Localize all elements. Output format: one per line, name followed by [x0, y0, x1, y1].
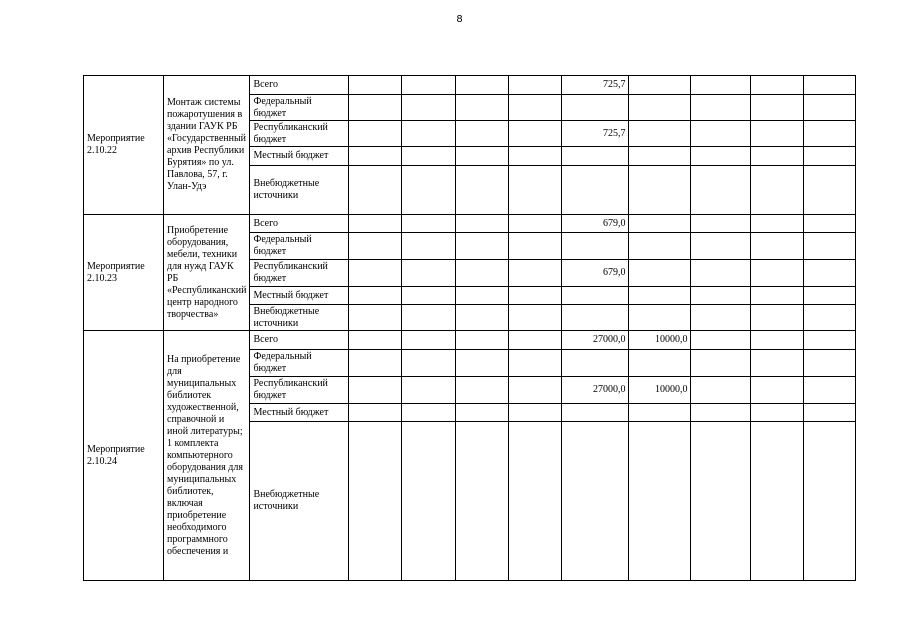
- budget-table: [83, 75, 856, 581]
- amount-cell: 27000,0: [562, 331, 629, 350]
- funding-source-cell: Всего: [250, 331, 349, 350]
- amount-cell: [629, 166, 691, 215]
- amount-cell: [562, 233, 629, 260]
- empty-cell: [509, 147, 562, 166]
- empty-cell: [691, 404, 751, 422]
- empty-cell: [456, 404, 509, 422]
- empty-cell: [456, 331, 509, 350]
- empty-cell: [751, 215, 804, 233]
- empty-cell: [804, 404, 856, 422]
- funding-source-cell: Республиканский бюджет: [250, 377, 349, 404]
- empty-cell: [349, 215, 402, 233]
- funding-source-cell: Местный бюджет: [250, 287, 349, 305]
- page-number: 8: [456, 14, 463, 25]
- empty-cell: [804, 121, 856, 147]
- amount-cell: [562, 95, 629, 121]
- empty-cell: [691, 422, 751, 581]
- funding-source-cell: Внебюджетные источники: [250, 166, 349, 215]
- event-id-cell: Мероприятие 2.10.22: [84, 76, 164, 215]
- empty-cell: [751, 331, 804, 350]
- empty-cell: [751, 377, 804, 404]
- empty-cell: [456, 121, 509, 147]
- empty-cell: [691, 147, 751, 166]
- empty-cell: [402, 422, 456, 581]
- empty-cell: [402, 76, 456, 95]
- empty-cell: [402, 377, 456, 404]
- empty-cell: [751, 233, 804, 260]
- empty-cell: [509, 404, 562, 422]
- amount-cell: 725,7: [562, 76, 629, 95]
- empty-cell: [456, 305, 509, 331]
- amount-cell: [562, 166, 629, 215]
- funding-source-cell: Внебюджетные источники: [250, 305, 349, 331]
- empty-cell: [456, 166, 509, 215]
- amount-cell: [562, 404, 629, 422]
- amount-cell: [629, 215, 691, 233]
- empty-cell: [402, 147, 456, 166]
- event-description-cell: Приобретение оборудования, мебели, техники для нужд ГАУК РБ «Республиканский центр народного творчества»: [164, 215, 250, 331]
- empty-cell: [804, 76, 856, 95]
- empty-cell: [349, 331, 402, 350]
- empty-cell: [509, 233, 562, 260]
- empty-cell: [804, 215, 856, 233]
- amount-cell: [629, 76, 691, 95]
- empty-cell: [804, 287, 856, 305]
- empty-cell: [751, 287, 804, 305]
- amount-cell: [629, 260, 691, 287]
- empty-cell: [349, 147, 402, 166]
- table-row: [84, 331, 856, 350]
- empty-cell: [751, 350, 804, 377]
- empty-cell: [402, 260, 456, 287]
- empty-cell: [349, 377, 402, 404]
- empty-cell: [349, 233, 402, 260]
- amount-cell: [562, 287, 629, 305]
- empty-cell: [402, 166, 456, 215]
- empty-cell: [691, 215, 751, 233]
- empty-cell: [402, 287, 456, 305]
- empty-cell: [804, 422, 856, 581]
- table-row: [84, 76, 856, 95]
- empty-cell: [349, 350, 402, 377]
- empty-cell: [804, 350, 856, 377]
- funding-source-cell: Федеральный бюджет: [250, 233, 349, 260]
- empty-cell: [456, 215, 509, 233]
- empty-cell: [509, 76, 562, 95]
- event-id-cell: Мероприятие 2.10.23: [84, 215, 164, 331]
- empty-cell: [402, 404, 456, 422]
- empty-cell: [751, 404, 804, 422]
- amount-cell: [629, 287, 691, 305]
- empty-cell: [691, 331, 751, 350]
- empty-cell: [349, 95, 402, 121]
- funding-source-cell: Республиканский бюджет: [250, 121, 349, 147]
- empty-cell: [691, 166, 751, 215]
- empty-cell: [349, 121, 402, 147]
- empty-cell: [456, 233, 509, 260]
- amount-cell: [629, 404, 691, 422]
- empty-cell: [804, 260, 856, 287]
- empty-cell: [804, 305, 856, 331]
- amount-cell: 679,0: [562, 215, 629, 233]
- empty-cell: [456, 377, 509, 404]
- funding-source-cell: Федеральный бюджет: [250, 350, 349, 377]
- empty-cell: [691, 350, 751, 377]
- empty-cell: [509, 95, 562, 121]
- empty-cell: [456, 350, 509, 377]
- empty-cell: [509, 121, 562, 147]
- empty-cell: [509, 166, 562, 215]
- empty-cell: [751, 422, 804, 581]
- empty-cell: [402, 215, 456, 233]
- empty-cell: [509, 422, 562, 581]
- empty-cell: [402, 121, 456, 147]
- empty-cell: [509, 350, 562, 377]
- empty-cell: [751, 147, 804, 166]
- amount-cell: 27000,0: [562, 377, 629, 404]
- empty-cell: [691, 287, 751, 305]
- table-row: [84, 215, 856, 233]
- empty-cell: [751, 166, 804, 215]
- empty-cell: [691, 260, 751, 287]
- empty-cell: [456, 95, 509, 121]
- amount-cell: [629, 305, 691, 331]
- empty-cell: [509, 215, 562, 233]
- empty-cell: [509, 331, 562, 350]
- funding-source-cell: Местный бюджет: [250, 404, 349, 422]
- empty-cell: [751, 121, 804, 147]
- amount-cell: [629, 147, 691, 166]
- empty-cell: [456, 76, 509, 95]
- amount-cell: [629, 95, 691, 121]
- empty-cell: [691, 305, 751, 331]
- funding-source-cell: Внебюджетные источники: [250, 422, 349, 581]
- empty-cell: [349, 166, 402, 215]
- funding-source-cell: Республиканский бюджет: [250, 260, 349, 287]
- funding-source-cell: Всего: [250, 215, 349, 233]
- amount-cell: 679,0: [562, 260, 629, 287]
- funding-source-cell: Федеральный бюджет: [250, 95, 349, 121]
- amount-cell: [562, 147, 629, 166]
- empty-cell: [349, 260, 402, 287]
- empty-cell: [349, 287, 402, 305]
- amount-cell: [562, 305, 629, 331]
- empty-cell: [804, 166, 856, 215]
- empty-cell: [349, 76, 402, 95]
- empty-cell: [691, 95, 751, 121]
- empty-cell: [349, 404, 402, 422]
- empty-cell: [751, 95, 804, 121]
- empty-cell: [691, 76, 751, 95]
- empty-cell: [751, 76, 804, 95]
- empty-cell: [691, 377, 751, 404]
- amount-cell: 725,7: [562, 121, 629, 147]
- empty-cell: [402, 350, 456, 377]
- empty-cell: [456, 287, 509, 305]
- empty-cell: [456, 260, 509, 287]
- empty-cell: [804, 377, 856, 404]
- empty-cell: [691, 233, 751, 260]
- empty-cell: [509, 260, 562, 287]
- funding-source-cell: Всего: [250, 76, 349, 95]
- amount-cell: [629, 233, 691, 260]
- amount-cell: [629, 350, 691, 377]
- empty-cell: [402, 95, 456, 121]
- empty-cell: [402, 331, 456, 350]
- amount-cell: [562, 350, 629, 377]
- empty-cell: [349, 422, 402, 581]
- empty-cell: [349, 305, 402, 331]
- empty-cell: [804, 233, 856, 260]
- empty-cell: [456, 147, 509, 166]
- empty-cell: [456, 422, 509, 581]
- empty-cell: [509, 377, 562, 404]
- event-description-cell: На приобретение для муниципальных библиотек художественной, справочной и иной литературы; 1 комплекта компьютерного оборудования для муниципальных библиотек, включая приобретение необходимого программного обеспечения и: [164, 331, 250, 581]
- amount-cell: [629, 121, 691, 147]
- empty-cell: [691, 121, 751, 147]
- amount-cell: [562, 422, 629, 581]
- empty-cell: [751, 305, 804, 331]
- empty-cell: [751, 260, 804, 287]
- empty-cell: [402, 233, 456, 260]
- empty-cell: [804, 331, 856, 350]
- amount-cell: [629, 422, 691, 581]
- event-id-cell: Мероприятие 2.10.24: [84, 331, 164, 581]
- amount-cell: 10000,0: [629, 377, 691, 404]
- empty-cell: [509, 287, 562, 305]
- funding-source-cell: Местный бюджет: [250, 147, 349, 166]
- empty-cell: [402, 305, 456, 331]
- event-description-cell: Монтаж системы пожаротушения в здании ГАУК РБ «Государственный архив Республики Бурятия» по ул. Павлова, 57, г. Улан-Удэ: [164, 76, 250, 215]
- empty-cell: [509, 305, 562, 331]
- amount-cell: 10000,0: [629, 331, 691, 350]
- empty-cell: [804, 95, 856, 121]
- empty-cell: [804, 147, 856, 166]
